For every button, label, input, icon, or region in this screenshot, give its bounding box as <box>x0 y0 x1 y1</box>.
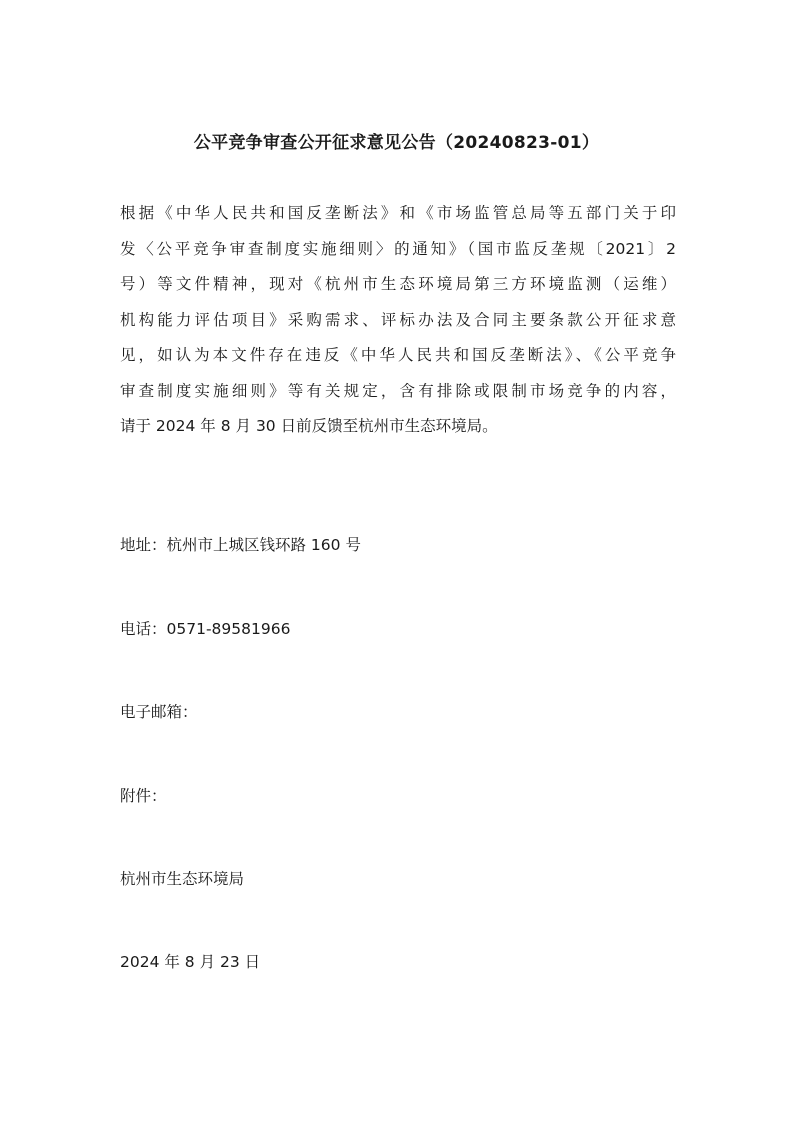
notice-body <box>120 196 676 445</box>
issuing-organization: 杭州市生态环境局 <box>120 870 245 888</box>
attachment-label: 附件： <box>120 787 167 805</box>
contact-phone: 电话：0571-89581966 <box>120 620 291 638</box>
body-line: 机构能力评估项目》采购需求、评标办法及合同主要条款公开征求意 <box>120 310 676 329</box>
body-line: 见，如认为本文件存在违反《中华人民共和国反垄断法》、《公平竞争 <box>120 346 676 364</box>
contact-email: 电子邮箱： <box>120 703 198 721</box>
body-line: 请于 2024 年 8 月 30 日前反馈至杭州市生态环境局。 <box>120 417 498 435</box>
issue-date: 2024 年 8 月 23 日 <box>120 953 261 971</box>
document-title: 公平竞争审查公开征求意见公告（20240823-01） <box>193 133 600 153</box>
body-line: 审查制度实施细则》等有关规定，含有排除或限制市场竞争的内容， <box>120 381 676 400</box>
body-line: 根据《中华人民共和国反垄断法》和《市场监管总局等五部门关于印 <box>120 204 676 222</box>
body-line: 号）等文件精神，现对《杭州市生态环境局第三方环境监测（运维） <box>120 275 676 293</box>
contact-address: 地址：杭州市上城区钱环路 160 号 <box>120 536 361 554</box>
body-line: 发〈公平竞争审查制度实施细则〉的通知》（国市监反垄规〔2021〕2 <box>120 239 676 258</box>
